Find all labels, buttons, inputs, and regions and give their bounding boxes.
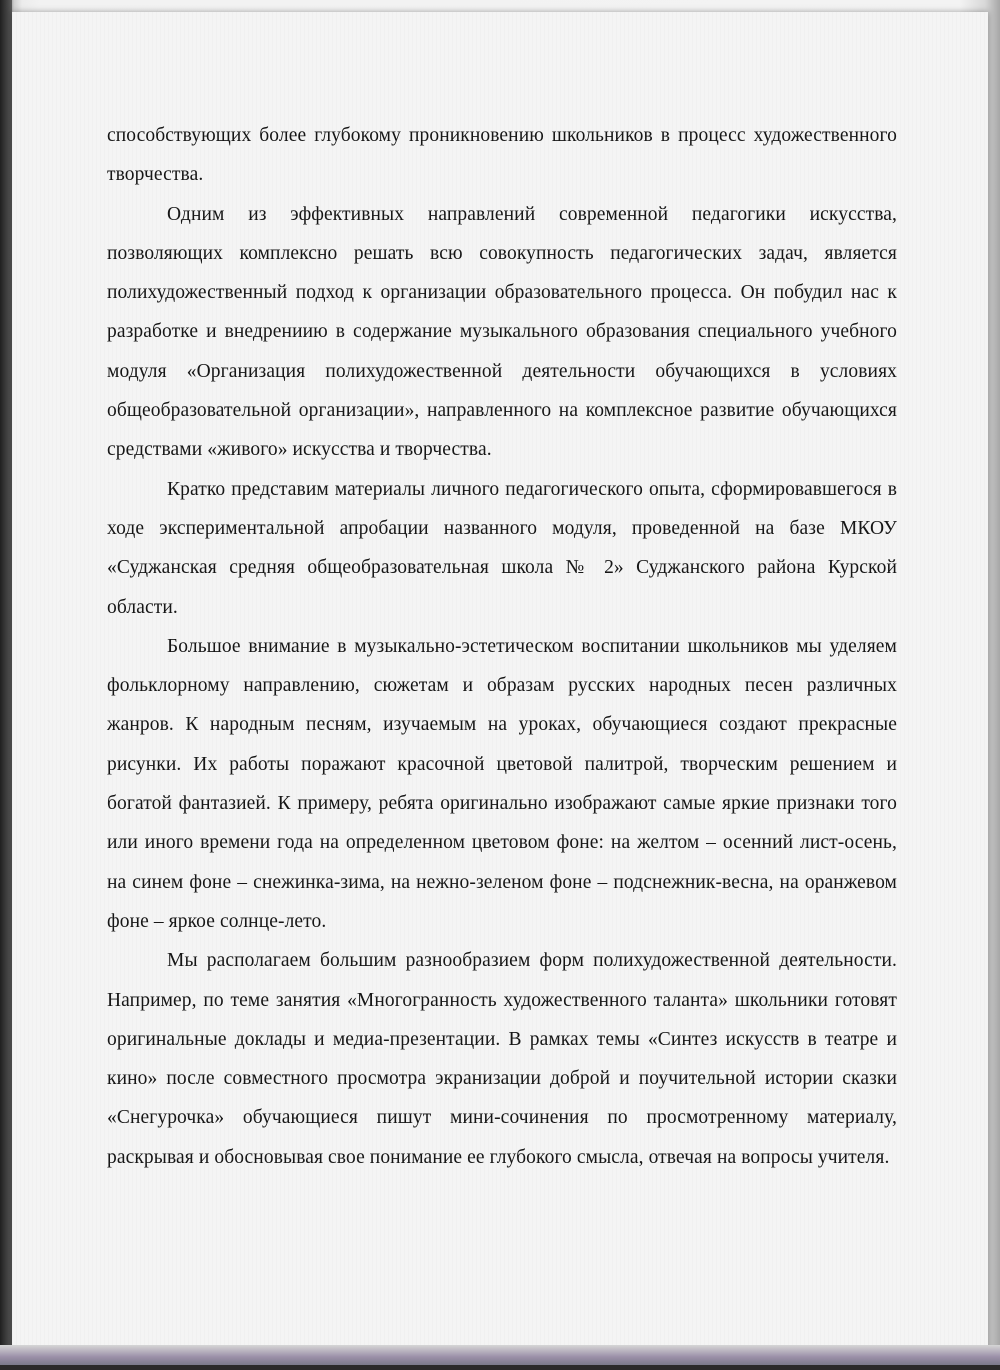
scanner-edge-shadow (0, 0, 12, 1365)
scanner-bottom-edge (0, 1345, 1000, 1365)
document-page (12, 12, 988, 1357)
paragraph-3: Кратко представим материалы личного педагогического опыта, сформировавшегося в ходе экспериментальной апробации названного модуля, проведенной на базе МКОУ «Суджанская средняя общеобразовательная школа № 2» Суджанского района Курской области. (107, 478, 897, 618)
paragraph-4: Большое внимание в музыкально-эстетическом воспитании школьников мы уделяем фольклорному направлению, сюжетам и образам русских народных песен различных жанров. К народным песням, изучаемым на уроках, обучающиеся создают прекрасные рисунки. Их работы поражают красочной цветовой палитрой, творческим решением и богатой фантазией. К примеру, ребята оригинально изображают самые яркие признаки того или иного времени года на определенном цветовом фоне: на желтом – осенний лист-осень, на синем фоне – снежинка-зима, на нежно-зеленом фоне – подснежник-весна, на оранжевом фоне – яркое солнце-лето. (107, 635, 897, 932)
paragraph-5: Мы располагаем большим разнообразием форм полихудожественной деятельности. Например, по теме занятия «Многогранность художественного таланта» школьники готовят оригинальные доклады и медиа-презентации. В рамках темы «Синтез искусств в театре и кино» после совместного просмотра экранизации доброй и поучительной истории сказки «Снегурочка» обучающиеся пишут мини-сочинения по просмотренному материалу, раскрывая и обосновывая свое понимание ее глубокого смысла, отвечая на вопросы учителя. (107, 950, 897, 1168)
body-text (107, 116, 897, 1177)
paragraph-2: Одним из эффективных направлений современной педагогики искусства, позволяющих комплексно решать всю совокупность педагогических задач, является полихудожественный подход к организации образовательного процесса. Он побудил нас к разработке и внедрениию в содержание музыкального образования специального учебного модуля «Организация полихудожественной деятельности обучающихся в условиях общеобразовательной организации», направленного на комплексное развитие обучающихся средствами «живого» искусства и творчества. (107, 203, 897, 461)
paragraph-1: способствующих более глубокому проникновению школьников в процесс художественного творчества. (107, 125, 897, 186)
